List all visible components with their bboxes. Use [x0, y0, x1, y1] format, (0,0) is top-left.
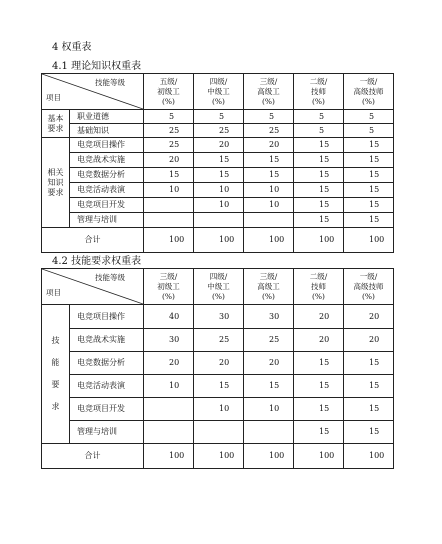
category-char: 要求	[47, 123, 64, 133]
table-row	[42, 305, 394, 329]
value-cell: 15	[294, 421, 344, 444]
value-cell: 25	[194, 124, 244, 138]
value-cell: 15	[144, 168, 194, 183]
level-header-line: 四级/	[209, 271, 228, 281]
value-cell: 20	[194, 352, 244, 375]
value-cell: 10	[194, 398, 244, 421]
value-cell: 10	[244, 183, 294, 198]
value-cell	[244, 213, 294, 228]
level-header-line: (%)	[162, 96, 175, 106]
value-cell: 15	[244, 153, 294, 168]
value-cell	[244, 421, 294, 444]
table-row	[42, 168, 394, 183]
category-char: 求	[51, 402, 60, 411]
level-header-cell	[144, 269, 194, 305]
category-cell	[42, 138, 70, 228]
value-cell: 40	[144, 305, 194, 329]
table2-title: 4.2 技能要求权重表	[52, 256, 142, 267]
level-header-line: 高级工	[257, 281, 280, 291]
value-cell: 15	[194, 168, 244, 183]
item-cell: 职业道德	[70, 110, 144, 124]
value-cell: 5	[194, 110, 244, 124]
level-header-line: 高级技师	[353, 281, 384, 291]
total-value-cell: 100	[194, 228, 244, 253]
corner-label-item: 项目	[46, 93, 61, 102]
table-row	[42, 183, 394, 198]
level-header-line: (%)	[162, 291, 175, 301]
total-label: 合计	[42, 228, 144, 253]
level-header-line: (%)	[362, 96, 375, 106]
value-cell: 15	[294, 198, 344, 213]
level-header-line: 三级/	[259, 271, 278, 281]
item-cell: 管理与培训	[70, 421, 144, 444]
item-cell: 基础知识	[70, 124, 144, 138]
value-cell: 15	[294, 153, 344, 168]
value-cell: 15	[294, 138, 344, 153]
table1-title: 4.1 理论知识权重表	[52, 61, 142, 72]
level-header-cell	[194, 269, 244, 305]
category-char: 技	[51, 336, 60, 345]
item-cell: 电竞战术实施	[70, 153, 144, 168]
level-header-line: 三级/	[259, 76, 278, 86]
table-row	[42, 375, 394, 398]
level-header-line: 高级技师	[353, 86, 384, 96]
value-cell: 20	[244, 352, 294, 375]
value-cell: 10	[194, 198, 244, 213]
value-cell: 15	[294, 375, 344, 398]
level-header-line: 四级/	[209, 76, 228, 86]
value-cell: 20	[294, 329, 344, 352]
corner-label-item: 项目	[46, 288, 61, 297]
value-cell: 5	[144, 110, 194, 124]
level-header-line: 五级/	[159, 76, 178, 86]
value-cell: 15	[344, 198, 394, 213]
level-header-line: 高级工	[257, 86, 280, 96]
level-header-cell	[244, 74, 294, 110]
total-row	[42, 228, 394, 253]
level-header-line: 初级工	[157, 86, 180, 96]
value-cell: 5	[294, 124, 344, 138]
value-cell: 15	[294, 183, 344, 198]
total-value-cell: 100	[294, 444, 344, 469]
item-cell: 电竞项目操作	[70, 138, 144, 153]
value-cell: 30	[244, 305, 294, 329]
value-cell	[194, 421, 244, 444]
corner-label-level: 技能等级	[95, 273, 125, 282]
level-header-cell	[194, 74, 244, 110]
value-cell: 15	[294, 168, 344, 183]
total-value-cell: 100	[194, 444, 244, 469]
level-header-line: 中级工	[207, 86, 230, 96]
value-cell: 15	[344, 153, 394, 168]
value-cell: 25	[194, 329, 244, 352]
value-cell	[194, 213, 244, 228]
item-cell: 电竞活动表演	[70, 183, 144, 198]
table-row	[42, 110, 394, 124]
table-row	[42, 352, 394, 375]
category-char: 能	[51, 358, 60, 367]
level-header-line: (%)	[262, 96, 275, 106]
section-title: 4 权重表	[52, 42, 92, 53]
level-header-line: 三级/	[159, 271, 178, 281]
level-header-line: (%)	[212, 96, 225, 106]
value-cell: 25	[144, 124, 194, 138]
item-cell: 电竞数据分析	[70, 168, 144, 183]
table-header-row	[42, 74, 394, 110]
level-header-line: (%)	[212, 291, 225, 301]
value-cell: 5	[344, 124, 394, 138]
total-value-cell: 100	[244, 444, 294, 469]
value-cell: 15	[194, 375, 244, 398]
category-cell	[42, 110, 70, 138]
value-cell: 15	[344, 421, 394, 444]
value-cell: 25	[244, 329, 294, 352]
value-cell: 15	[344, 375, 394, 398]
value-cell: 15	[294, 352, 344, 375]
level-header-line: 技师	[311, 86, 326, 96]
item-cell: 管理与培训	[70, 213, 144, 228]
table-row	[42, 421, 394, 444]
level-header-line: 二级/	[309, 76, 328, 86]
category-cell	[42, 305, 70, 444]
level-header-line: 初级工	[157, 281, 180, 291]
level-header-cell	[344, 269, 394, 305]
skill-weight-table	[41, 268, 394, 469]
item-cell: 电竞数据分析	[70, 352, 144, 375]
value-cell: 20	[194, 138, 244, 153]
value-cell: 20	[344, 305, 394, 329]
value-cell: 15	[344, 398, 394, 421]
total-label: 合计	[42, 444, 144, 469]
value-cell: 25	[144, 138, 194, 153]
item-cell: 电竞项目开发	[70, 398, 144, 421]
value-cell: 15	[344, 138, 394, 153]
corner-label-level: 技能等级	[95, 78, 125, 87]
table-row	[42, 124, 394, 138]
table-corner-cell	[42, 269, 144, 305]
value-cell: 30	[194, 305, 244, 329]
value-cell: 20	[344, 329, 394, 352]
value-cell: 20	[144, 153, 194, 168]
level-header-cell	[294, 269, 344, 305]
value-cell: 20	[294, 305, 344, 329]
value-cell: 5	[294, 110, 344, 124]
category-char: 要求	[47, 187, 64, 197]
table-header-row	[42, 269, 394, 305]
value-cell: 10	[244, 198, 294, 213]
value-cell: 15	[244, 168, 294, 183]
value-cell	[144, 213, 194, 228]
total-row	[42, 444, 394, 469]
value-cell: 20	[244, 138, 294, 153]
table-corner-cell	[42, 74, 144, 110]
level-header-line: 中级工	[207, 281, 230, 291]
item-cell: 电竞项目操作	[70, 305, 144, 329]
level-header-line: 一级/	[359, 76, 378, 86]
value-cell: 15	[294, 398, 344, 421]
category-char: 相关	[47, 167, 64, 177]
value-cell: 25	[244, 124, 294, 138]
value-cell: 15	[344, 213, 394, 228]
level-header-cell	[344, 74, 394, 110]
total-value-cell: 100	[344, 444, 394, 469]
value-cell: 15	[344, 183, 394, 198]
total-value-cell: 100	[344, 228, 394, 253]
level-header-line: 二级/	[309, 271, 328, 281]
total-value-cell: 100	[244, 228, 294, 253]
value-cell: 10	[144, 375, 194, 398]
table-row	[42, 398, 394, 421]
table-row	[42, 213, 394, 228]
level-header-cell	[294, 74, 344, 110]
level-header-cell	[144, 74, 194, 110]
category-char: 知识	[47, 177, 64, 187]
value-cell	[144, 421, 194, 444]
value-cell: 5	[244, 110, 294, 124]
item-cell: 电竞活动表演	[70, 375, 144, 398]
value-cell	[144, 198, 194, 213]
total-value-cell: 100	[144, 444, 194, 469]
category-char: 基本	[47, 113, 64, 123]
table-row	[42, 138, 394, 153]
value-cell: 30	[144, 329, 194, 352]
level-header-cell	[244, 269, 294, 305]
value-cell: 15	[344, 168, 394, 183]
value-cell: 10	[194, 183, 244, 198]
value-cell: 5	[344, 110, 394, 124]
item-cell: 电竞项目开发	[70, 198, 144, 213]
level-header-line: (%)	[262, 291, 275, 301]
theory-weight-table	[41, 73, 394, 253]
table-row	[42, 153, 394, 168]
item-cell: 电竞战术实施	[70, 329, 144, 352]
level-header-line: (%)	[312, 291, 325, 301]
level-header-line: (%)	[362, 291, 375, 301]
table-row	[42, 329, 394, 352]
table-row	[42, 198, 394, 213]
value-cell: 10	[144, 183, 194, 198]
category-char: 要	[51, 380, 60, 389]
value-cell: 20	[144, 352, 194, 375]
level-header-line: (%)	[312, 96, 325, 106]
total-value-cell: 100	[144, 228, 194, 253]
value-cell	[144, 398, 194, 421]
value-cell: 15	[244, 375, 294, 398]
level-header-line: 技师	[311, 281, 326, 291]
value-cell: 15	[294, 213, 344, 228]
total-value-cell: 100	[294, 228, 344, 253]
level-header-line: 一级/	[359, 271, 378, 281]
value-cell: 10	[244, 398, 294, 421]
value-cell: 15	[344, 352, 394, 375]
value-cell: 15	[194, 153, 244, 168]
